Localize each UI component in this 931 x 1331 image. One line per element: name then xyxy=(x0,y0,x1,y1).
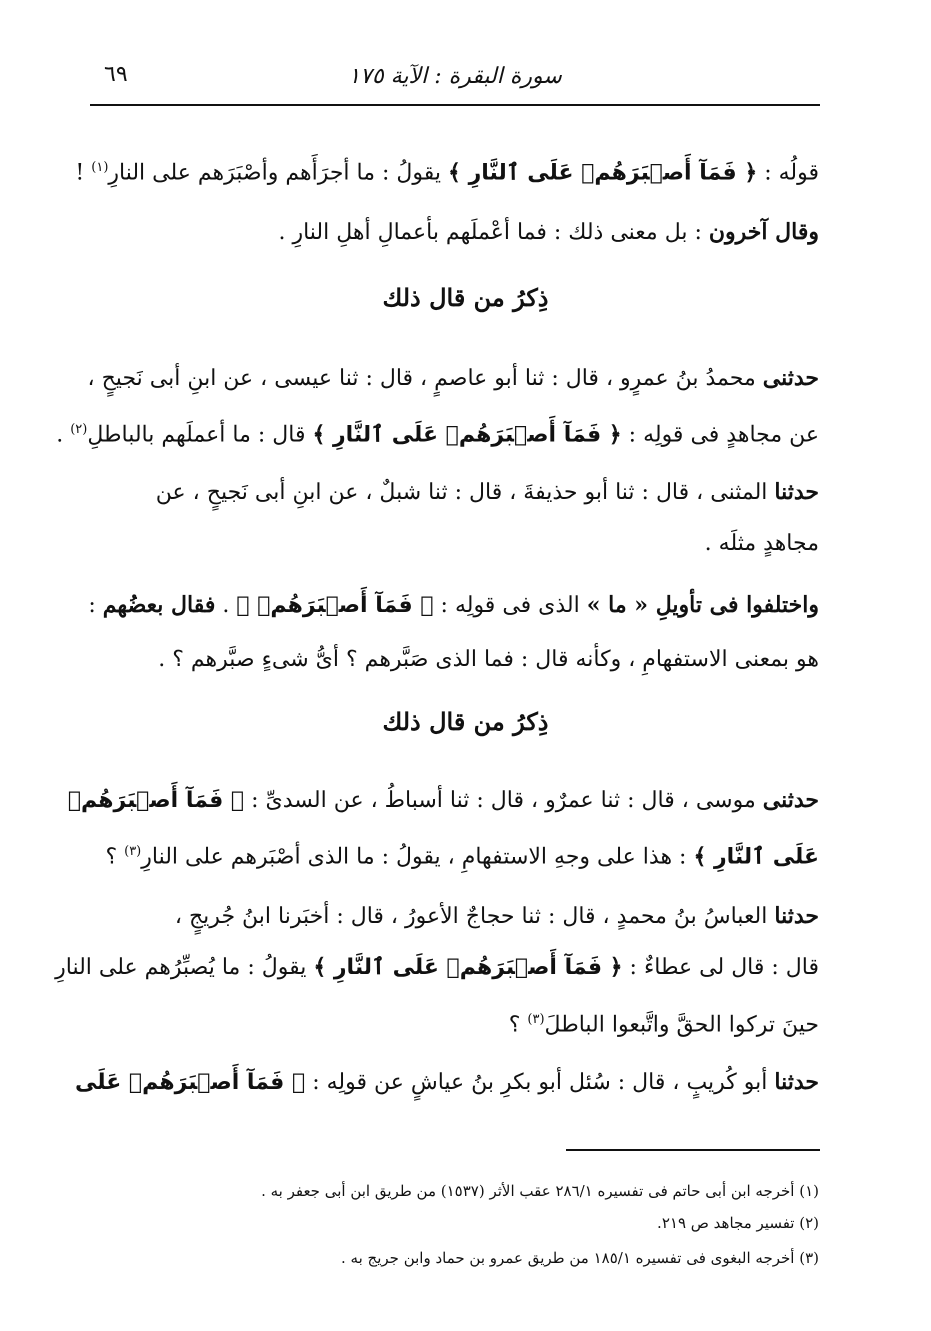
text-segment: يقولُ : ما يُصبِّرُهم على النارِ xyxy=(55,955,314,980)
text-segment: أبو كُريبٍ ، قال : سُئل أبو بكرِ بنُ عياشٍ عن قولِه : xyxy=(305,1070,775,1095)
text-segment: محمدُ بنُ عمرٍو ، قال : ثنا أبو عاصمٍ ، قال : ثنا عيسى ، عن ابنِ أبى نَجيحٍ ، xyxy=(87,366,763,391)
section-heading: ذِكرُ من قال ذلك xyxy=(382,283,549,312)
quran-quote: ﴿ فَمَآ أَصۡبَرَهُمۡ عَلَى ٱلنَّارِ ﴾ xyxy=(448,160,758,186)
section-heading: ذِكرُ من قال ذلك xyxy=(382,707,549,736)
bold-text: حدثنى xyxy=(762,365,819,391)
text-segment: : xyxy=(88,593,103,618)
text-line xyxy=(56,410,819,455)
footnote-ref: (١) xyxy=(91,160,109,175)
text-segment: قال : ما أعملَهم بالباطلِ xyxy=(87,422,313,448)
text-segment: المثنى ، قال : ثنا أبو حذيفةَ ، قال : ثنا شبلٌ ، عن ابنِ أبى نَجيحٍ ، عن xyxy=(155,480,775,505)
quran-quote: ﴿ فَمَآ أَصۡبَرَهُمۡ ﴾ xyxy=(236,593,434,618)
text-segment: : بل معنى ذلك : فما أعْملَهم بأعمالِ أهلِ النارِ . xyxy=(278,220,709,245)
text-line xyxy=(98,1000,819,1045)
text-line xyxy=(67,780,819,821)
footnote-separator xyxy=(566,1149,820,1151)
text-line xyxy=(98,212,819,253)
bold-text: حدثنا xyxy=(774,1069,819,1095)
footnote: (٢) تفسير مجاهد ص ٢١٩. xyxy=(657,1214,819,1232)
text-segment: الذى فى قولِه : xyxy=(433,593,587,618)
text-segment: مجاهدٍ مثلَه . xyxy=(704,531,819,556)
text-segment: عن مجاهدٍ فى قولِه : xyxy=(621,422,819,448)
footnote-ref: (٣) xyxy=(527,1012,545,1027)
text-segment: حينَ تركوا الحقَّ واتَّبعوا الباطلَ xyxy=(544,1012,819,1038)
text-line xyxy=(98,640,819,680)
running-title: سورة البقرة : الآية ١٧٥ xyxy=(348,64,562,89)
text-segment: . xyxy=(56,422,71,448)
text-segment: . xyxy=(215,593,237,618)
text-line xyxy=(98,524,819,564)
footnote: (٣) أخرجه البغوى فى تفسيره ١٨٥/١ من طريق عمرو بن حماد وابن جريج به . xyxy=(341,1249,819,1267)
text-line xyxy=(55,948,819,988)
text-segment: يقولُ : ما أجرَأَهم وأصْبَرَهم على النارِ xyxy=(108,160,449,186)
text-line xyxy=(74,1062,819,1103)
bold-text: فقال بعضُهم xyxy=(102,592,216,618)
text-line xyxy=(87,358,819,399)
text-line xyxy=(98,896,819,937)
bold-text: وقال آخرون xyxy=(708,219,819,245)
quran-quote: عَلَى ٱلنَّارِ ﴾ xyxy=(693,844,819,870)
text-line xyxy=(88,585,819,626)
text-segment: موسى ، قال : ثنا عمرٌو ، قال : ثنا أسباطُ ، عن السدىِّ : xyxy=(244,788,763,813)
bold-text: واختلفوا فى تأويلِ « ما » xyxy=(586,592,819,618)
footnote-ref: (٢) xyxy=(70,422,88,437)
quran-quote: ﴿ فَمَآ أَصۡبَرَهُمۡ xyxy=(67,788,245,813)
text-line xyxy=(98,832,819,877)
text-segment: قولُه : xyxy=(757,160,819,186)
footnote: (١) أخرجه ابن أبى حاتم فى تفسيره ٢٨٦/١ عقب الأثر (١٥٣٧) من طريق ابن أبى جعفر به . xyxy=(261,1182,819,1200)
running-header xyxy=(90,58,820,106)
bold-text: حدثنا xyxy=(774,903,819,929)
text-segment: ! xyxy=(75,160,92,186)
text-segment: : هذا على وجهِ الاستفهامِ ، يقولُ : ما الذى أصْبَرهم على النارِ xyxy=(141,844,694,870)
text-segment: ؟ xyxy=(105,844,125,870)
footnote-ref: (٣) xyxy=(124,844,142,859)
bold-text: حدثنى xyxy=(762,787,819,813)
text-segment: هو بمعنى الاستفهامِ ، وكأنه قال : فما الذى صَبَّرهم ؟ أىُّ شىءٍ صبَّرهم ؟ . xyxy=(158,647,819,672)
text-line xyxy=(75,148,819,193)
quran-quote: ﴿ فَمَآ أَصۡبَرَهُمۡ عَلَى xyxy=(74,1070,306,1095)
bold-text: حدثنا xyxy=(774,479,819,505)
text-segment: ؟ xyxy=(508,1012,528,1038)
text-segment: قال : قال لى عطاءٌ : xyxy=(622,955,819,980)
page-number: ٦٩ xyxy=(104,62,128,87)
quran-quote: ﴿ فَمَآ أَصۡبَرَهُمۡ عَلَى ٱلنَّارِ ﴾ xyxy=(312,422,622,448)
quran-quote: ﴿ فَمَآ أَصۡبَرَهُمۡ عَلَى ٱلنَّارِ ﴾ xyxy=(313,955,623,980)
text-line xyxy=(98,472,819,513)
text-segment: العباسُ بنُ محمدٍ ، قال : ثنا حجاجٌ الأعورُ ، قال : أخبَرنا ابنُ جُريجٍ ، xyxy=(174,904,775,929)
